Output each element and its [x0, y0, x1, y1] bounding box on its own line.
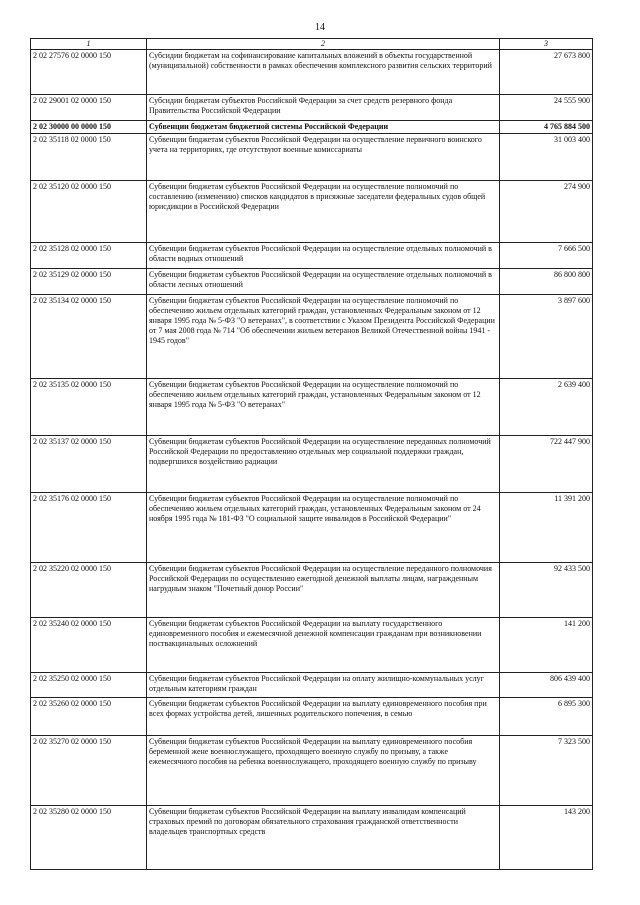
row-description: Субвенции бюджетам субъектов Российской Федерации на выплату инвалидам компенсаций страховых премий по договорам обязательного страхования гражданской ответственности владельцев транспортных средств — [147, 806, 500, 870]
table-row — [31, 806, 593, 870]
table-row — [31, 95, 593, 121]
table-row — [31, 269, 593, 295]
column-number-row — [31, 39, 593, 50]
row-amount: 31 003 400 — [500, 134, 593, 181]
column-number-name: 2 — [147, 39, 500, 50]
page-number: 14 — [315, 22, 325, 33]
row-amount: 86 800 800 — [500, 269, 593, 295]
table-row — [31, 134, 593, 181]
row-code: 2 02 27576 02 0000 150 — [31, 50, 147, 95]
row-description: Субвенции бюджетам субъектов Российской Федерации на осуществление переданных полномочий Российской Федерации по предоставлению отдельных мер социальной поддержки граждан, подвергшихся воздействию радиации — [147, 436, 500, 493]
column-number-code: 1 — [31, 39, 147, 50]
column-number-amount: 3 — [500, 39, 593, 50]
table-row — [31, 50, 593, 95]
table-body — [31, 50, 593, 870]
row-code: 2 02 35270 02 0000 150 — [31, 736, 147, 806]
row-code: 2 02 35220 02 0000 150 — [31, 563, 147, 618]
row-amount: 7 666 500 — [500, 243, 593, 269]
row-description: Субвенции бюджетам субъектов Российской Федерации на осуществление полномочий по обеспечению жильем отдельных категорий граждан, установленных Федеральным законом от 24 ноября 1995 года № 181-ФЗ "О социальной защите инвалидов в Российской Федерации" — [147, 493, 500, 563]
row-description: Субвенции бюджетам субъектов Российской Федерации на осуществление полномочий по обеспечению жильем отдельных категорий граждан, установленных Федеральным законом от 12 января 1995 года № 5-ФЗ "О ветеранах", в соответствии с Указом Президента Российской Федерации от 7 мая 2008 года № 714 "Об обеспечении жильем ветеранов Великой Отечественной войны 1941 - 1945 годов" — [147, 295, 500, 379]
row-code: 2 02 35135 02 0000 150 — [31, 379, 147, 436]
table-row — [31, 736, 593, 806]
row-code: 2 02 35240 02 0000 150 — [31, 618, 147, 673]
row-amount: 92 433 500 — [500, 563, 593, 618]
row-amount: 806 439 400 — [500, 673, 593, 698]
table-row — [31, 698, 593, 736]
table-row — [31, 618, 593, 673]
row-code: 2 02 35134 02 0000 150 — [31, 295, 147, 379]
row-amount: 3 897 600 — [500, 295, 593, 379]
row-amount: 141 200 — [500, 618, 593, 673]
row-description: Субвенции бюджетам субъектов Российской Федерации на осуществление отдельных полномочий в области лесных отношений — [147, 269, 500, 295]
row-code: 2 02 35129 02 0000 150 — [31, 269, 147, 295]
row-amount: 4 765 884 500 — [500, 121, 593, 134]
table-row — [31, 295, 593, 379]
row-description: Субвенции бюджетам субъектов Российской Федерации на выплату единовременного пособия беременной жене военнослужащего, проходящего военную службу по призыву, а также ежемесячного пособия на ребенка военнослужащего, проходящего военную службу по призыву — [147, 736, 500, 806]
row-code: 2 02 35118 02 0000 150 — [31, 134, 147, 181]
row-code: 2 02 35128 02 0000 150 — [31, 243, 147, 269]
row-code: 2 02 29001 02 0000 150 — [31, 95, 147, 121]
row-description: Субвенции бюджетам субъектов Российской Федерации на осуществление полномочий по составлению (изменению) списков кандидатов в присяжные заседатели федеральных судов общей юрисдикции в Российской Федерации — [147, 181, 500, 243]
row-amount: 274 900 — [500, 181, 593, 243]
row-amount: 27 673 800 — [500, 50, 593, 95]
row-amount: 11 391 200 — [500, 493, 593, 563]
row-description: Субсидии бюджетам на софинансирование капитальных вложений в объекты государственной (муниципальной) собственности в рамках обеспечения комплексного развития сельских территорий — [147, 50, 500, 95]
table-row — [31, 181, 593, 243]
row-amount: 722 447 900 — [500, 436, 593, 493]
row-code: 2 02 35260 02 0000 150 — [31, 698, 147, 736]
row-amount: 7 323 500 — [500, 736, 593, 806]
row-amount: 6 895 300 — [500, 698, 593, 736]
table-row — [31, 436, 593, 493]
budget-revenue-table — [30, 38, 593, 870]
table-row — [31, 563, 593, 618]
row-amount: 24 555 900 — [500, 95, 593, 121]
row-code: 2 02 30000 00 0000 150 — [31, 121, 147, 134]
table-row — [31, 379, 593, 436]
row-amount: 143 200 — [500, 806, 593, 870]
row-description: Субвенции бюджетам субъектов Российской Федерации на оплату жилищно-коммунальных услуг отдельным категориям граждан — [147, 673, 500, 698]
row-description: Субвенции бюджетам субъектов Российской Федерации на осуществление полномочий по обеспечению жильем отдельных категорий граждан, установленных Федеральным законом от 12 января 1995 года № 5-ФЗ "О ветеранах" — [147, 379, 500, 436]
row-amount: 2 639 400 — [500, 379, 593, 436]
row-code: 2 02 35120 02 0000 150 — [31, 181, 147, 243]
row-description: Субвенции бюджетам субъектов Российской Федерации на выплату государственного единовременного пособия и ежемесячной денежной компенсации гражданам при возникновении поствакцинальных осложнений — [147, 618, 500, 673]
row-code: 2 02 35176 02 0000 150 — [31, 493, 147, 563]
row-description: Субвенции бюджетам бюджетной системы Российской Федерации — [147, 121, 500, 134]
table-row — [31, 243, 593, 269]
table-row — [31, 493, 593, 563]
row-description: Субвенции бюджетам субъектов Российской Федерации на выплату единовременного пособия при всех формах устройства детей, лишенных родительского попечения, в семью — [147, 698, 500, 736]
row-code: 2 02 35137 02 0000 150 — [31, 436, 147, 493]
row-description: Субвенции бюджетам субъектов Российской Федерации на осуществление переданного полномочия Российской Федерации по осуществлению ежегодной денежной выплаты лицам, награжденным нагрудным знаком "Почетный донор России" — [147, 563, 500, 618]
table-row — [31, 673, 593, 698]
row-description: Субвенции бюджетам субъектов Российской Федерации на осуществление первичного воинского учета на территориях, где отсутствуют военные комиссариаты — [147, 134, 500, 181]
row-description: Субсидии бюджетам субъектов Российской Федерации за счет средств резервного фонда Правительства Российской Федерации — [147, 95, 500, 121]
row-code: 2 02 35280 02 0000 150 — [31, 806, 147, 870]
row-code: 2 02 35250 02 0000 150 — [31, 673, 147, 698]
row-description: Субвенции бюджетам субъектов Российской Федерации на осуществление отдельных полномочий в области водных отношений — [147, 243, 500, 269]
table-row — [31, 121, 593, 134]
